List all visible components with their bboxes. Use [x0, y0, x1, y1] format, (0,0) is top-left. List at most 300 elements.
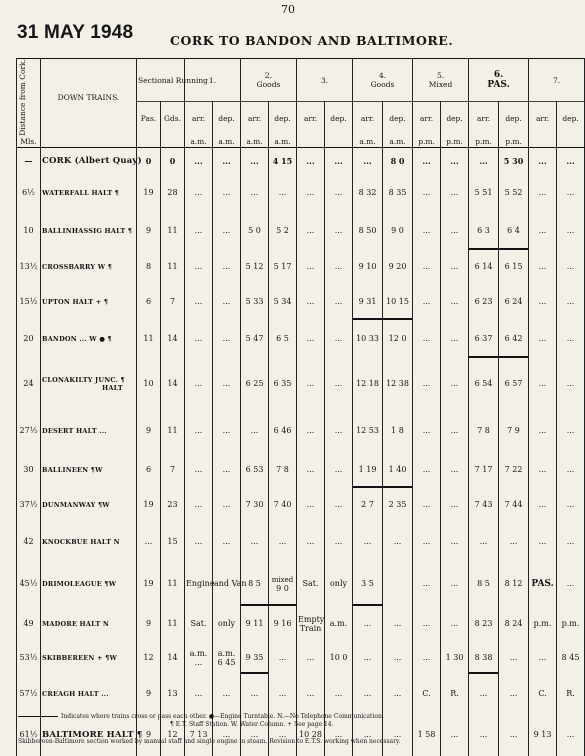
row-time: ...: [529, 320, 557, 358]
row-distance: 53½: [17, 642, 41, 674]
row-distance: 13½: [17, 250, 41, 284]
row-running-pas: 12: [137, 642, 161, 674]
header-arr: arr.: [529, 102, 557, 136]
row-time: ...: [353, 674, 383, 714]
row-running-gds: 13: [161, 674, 185, 714]
station-symbols: + ¶: [95, 297, 109, 306]
row-time: ...: [185, 174, 213, 212]
footer-legend-2: ¶ E.T. Staff Station. W. Water Column. + See page 14.: [170, 721, 334, 728]
unit-cell: p.m.: [413, 136, 441, 148]
header-down-trains: DOWN TRAINS.: [41, 59, 137, 136]
header-distance: Distance from Cork.: [17, 59, 41, 136]
row-time: 6 25: [241, 358, 269, 410]
row-time: ...: [185, 358, 213, 410]
station-label: KNOCKBUE HALT: [42, 537, 112, 546]
row-time: ...: [441, 714, 469, 756]
unit-cell: p.m.: [469, 136, 499, 148]
row-time: ...: [185, 212, 213, 250]
row-time: ...: [269, 674, 297, 714]
row-time: ...: [441, 562, 469, 606]
table-row: [17, 562, 585, 606]
row-time: ...: [557, 410, 585, 452]
row-time: ...: [241, 714, 269, 756]
row-time: 9 20: [383, 250, 413, 284]
row-time: 7 40: [269, 488, 297, 522]
row-time: [297, 606, 325, 642]
station-label: SKIBBEREEN: [42, 653, 95, 662]
row-time: ...: [213, 358, 241, 410]
unit-cell: a.m.: [213, 136, 241, 148]
row-time: 1 8: [383, 410, 413, 452]
row-time: Sat.: [297, 562, 325, 606]
row-time: ...: [241, 522, 269, 562]
row-time: ...: [213, 714, 241, 756]
header-dep: dep.: [325, 102, 353, 136]
header-dep: dep.: [557, 102, 585, 136]
row-running-pas: 19: [137, 562, 161, 606]
unit-cell: a.m.: [185, 136, 213, 148]
row-time: 7 43: [469, 488, 499, 522]
row-time: ...: [383, 522, 413, 562]
row-running-gds: 28: [161, 174, 185, 212]
row-distance: —: [17, 148, 41, 174]
row-station-name: [41, 174, 137, 212]
unit-cell: [529, 136, 557, 148]
row-time: ...: [557, 320, 585, 358]
row-time: ...: [499, 714, 529, 756]
row-running-pas: 19: [137, 488, 161, 522]
station-symbols: ¶: [114, 188, 120, 197]
row-time: ...: [557, 358, 585, 410]
row-time: ...: [529, 410, 557, 452]
row-time: ...: [325, 212, 353, 250]
row-time: 8 38: [469, 642, 499, 674]
row-time: ...: [557, 562, 585, 606]
row-time: 10 33: [353, 320, 383, 358]
row-time: 9 31: [353, 284, 383, 320]
row-time: ...: [269, 714, 297, 756]
row-time: 6 3: [469, 212, 499, 250]
row-time: ...: [297, 212, 325, 250]
timetable: [16, 58, 585, 756]
row-time: ...: [441, 606, 469, 642]
row-time: ...: [383, 714, 413, 756]
table-row: [17, 212, 585, 250]
row-time: ...: [353, 148, 383, 174]
row-time: ...: [413, 250, 441, 284]
row-time: ...: [353, 714, 383, 756]
row-running-gds: 11: [161, 250, 185, 284]
station-symbols: ¶W: [104, 579, 117, 588]
unit-cell: a.m.: [241, 136, 269, 148]
row-time: 5 34: [269, 284, 297, 320]
row-time: 8 0: [383, 148, 413, 174]
row-running-pas: 6: [137, 284, 161, 320]
row-time: 6 14: [469, 250, 499, 284]
row-station-name: [41, 488, 137, 522]
station-symbols: ¶: [120, 375, 125, 384]
table-row: [17, 320, 585, 358]
row-time: 8 5: [241, 562, 269, 606]
row-time: ...: [185, 522, 213, 562]
row-time: ...: [269, 174, 297, 212]
row-running-gds: 0: [161, 148, 185, 174]
row-time: ...: [413, 212, 441, 250]
header-train-1: 1.: [185, 59, 241, 102]
row-time: ...: [213, 284, 241, 320]
row-time: ...: [441, 174, 469, 212]
row-station-name: [41, 606, 137, 642]
footer-note: Skibbereen-Baltimore section worked by manual staff and single engine in steam. Revision to E.T.S. working when necessary.: [18, 738, 401, 745]
row-time: ...: [413, 488, 441, 522]
row-station-name: [41, 714, 143, 756]
row-running-pas: 11: [137, 320, 161, 358]
station-symbols: W ¶: [97, 262, 113, 271]
row-running-pas: 0: [137, 148, 161, 174]
row-running-gds: 11: [161, 410, 185, 452]
row-time: Sat.: [185, 606, 213, 642]
row-time: ...: [441, 212, 469, 250]
header-train-2: 2. Goods: [241, 59, 297, 102]
row-time: 7 17: [469, 452, 499, 488]
row-running-gds: 14: [161, 320, 185, 358]
row-time: ...: [241, 674, 269, 714]
row-distance: 15½: [17, 284, 41, 320]
row-time: 7 8: [469, 410, 499, 452]
date-stamp: 31 MAY 1948: [17, 22, 134, 43]
station-symbols: ¶: [136, 729, 143, 740]
row-time: 7 13: [185, 714, 213, 756]
row-time: ...: [441, 148, 469, 174]
row-time: ...: [557, 452, 585, 488]
header-dep: dep.: [213, 102, 241, 136]
row-time: ...: [383, 642, 413, 674]
row-time: 8 45: [557, 642, 585, 674]
row-time: ...: [185, 452, 213, 488]
row-running-pas: 9: [137, 606, 161, 642]
row-time: ...: [185, 488, 213, 522]
row-time: 8 12: [499, 562, 529, 606]
row-time: 6 53: [241, 452, 269, 488]
station-symbols: ...: [101, 689, 109, 698]
row-station-name: [41, 642, 137, 674]
row-time: 8 35: [383, 174, 413, 212]
row-station-name: [41, 562, 137, 606]
header-dep: dep.: [499, 102, 529, 136]
header-arr: arr.: [353, 102, 383, 136]
row-time: ...: [529, 174, 557, 212]
row-time: ...: [353, 642, 383, 674]
row-time: ...: [469, 522, 499, 562]
row-time: 12 53: [353, 410, 383, 452]
row-time: ...: [529, 148, 557, 174]
row-time: ...: [213, 410, 241, 452]
row-time: 6 24: [499, 284, 529, 320]
row-running-gds: 7: [161, 284, 185, 320]
header-train-6: 6. PAS.: [469, 59, 529, 102]
row-time: 6 5: [269, 320, 297, 358]
row-distance: 20: [17, 320, 41, 358]
row-time: ...: [529, 522, 557, 562]
row-time: 1 40: [383, 452, 413, 488]
row-time: 7 22: [499, 452, 529, 488]
route-title: CORK TO BANDON AND BALTIMORE.: [170, 33, 454, 48]
header-arr: arr.: [241, 102, 269, 136]
station-label: UPTON HALT: [42, 297, 94, 306]
row-time: ...: [297, 148, 325, 174]
row-time: ...: [325, 714, 353, 756]
row-time: ...: [469, 714, 499, 756]
header-pas: Pas.: [137, 102, 161, 136]
station-label: MADORE HALT: [42, 619, 101, 628]
row-time: ...: [383, 606, 413, 642]
header-train-4: 4. Goods: [353, 59, 413, 102]
page-number: 70: [281, 3, 295, 16]
row-time: ...: [413, 320, 441, 358]
row-time: ...: [529, 452, 557, 488]
row-time: ...: [325, 320, 353, 358]
station-sub-label: HALT: [102, 383, 123, 392]
row-time: 1 30: [441, 642, 469, 674]
unit-blank: [41, 136, 137, 148]
row-time: ...: [441, 452, 469, 488]
row-time: ...: [557, 212, 585, 250]
header-dep: dep.: [441, 102, 469, 136]
row-time: ...: [441, 284, 469, 320]
row-time: ...: [529, 488, 557, 522]
row-time: ...: [499, 642, 529, 674]
note-train: Train: [299, 623, 322, 633]
row-time: ...: [241, 410, 269, 452]
row-time: 6 46: [269, 410, 297, 452]
unit-cell: p.m.: [441, 136, 469, 148]
unit-cell: a.m.: [353, 136, 383, 148]
station-label: CLONAKILTY JUNC.: [42, 375, 119, 384]
row-time: 10 15: [383, 284, 413, 320]
row-time: ...: [297, 522, 325, 562]
row-time: ...: [529, 250, 557, 284]
row-station-name: [41, 320, 137, 358]
row-time: C.: [413, 674, 441, 714]
row-time: ...: [413, 284, 441, 320]
row-time: ...: [413, 174, 441, 212]
row-running-pas: 9: [137, 714, 161, 756]
note-am: a.m.: [217, 648, 236, 658]
station-symbols: ¶: [127, 226, 133, 235]
unit-blank: [161, 136, 185, 148]
unit-cell: [557, 136, 585, 148]
station-symbols: ¶W: [97, 500, 110, 509]
header-train-5: 5. Mixed: [413, 59, 469, 102]
station-label: WATERFALL HALT: [42, 188, 113, 197]
station-label: DUNMANWAY: [42, 500, 96, 509]
row-time: ...: [185, 284, 213, 320]
row-time: 8 32: [353, 174, 383, 212]
table-row: [17, 606, 585, 642]
station-label: CREAGH HALT: [42, 689, 99, 698]
table-row: [17, 358, 585, 410]
unit-mls: Mls.: [17, 136, 41, 148]
row-time: 7 9: [499, 410, 529, 452]
row-time-value: 6 45: [217, 657, 236, 667]
row-time: ...: [557, 488, 585, 522]
row-time: ...: [297, 284, 325, 320]
row-time: ...: [441, 358, 469, 410]
row-time: p.m.: [529, 606, 557, 642]
row-time: ...: [185, 320, 213, 358]
row-time: 8 5: [469, 562, 499, 606]
row-running-gds: 11: [161, 606, 185, 642]
row-time: ...: [499, 674, 529, 714]
row-time: 8 24: [499, 606, 529, 642]
row-time: ...: [213, 148, 241, 174]
row-running-gds: 15: [161, 522, 185, 562]
row-time: 6 37: [469, 320, 499, 358]
station-symbols: ¶W: [90, 465, 103, 474]
row-station-name: [41, 284, 137, 320]
table-row: [17, 522, 585, 562]
row-time: ...: [413, 358, 441, 410]
row-time: [185, 642, 213, 674]
row-time: ...: [213, 212, 241, 250]
row-time: ...: [325, 522, 353, 562]
row-time: ...: [557, 284, 585, 320]
row-time: 5 2: [269, 212, 297, 250]
row-distance: 37½: [17, 488, 41, 522]
row-running-pas: 19: [137, 174, 161, 212]
row-time: ...: [213, 250, 241, 284]
header-sectional-running: Sectional Running: [137, 59, 185, 102]
row-time: 8 23: [469, 606, 499, 642]
row-time: ...: [241, 148, 269, 174]
station-label: DESERT HALT: [42, 426, 97, 435]
row-time: ...: [213, 488, 241, 522]
row-time: 12 0: [383, 320, 413, 358]
row-time-value: 9 0: [276, 583, 289, 593]
table-row: [17, 148, 585, 174]
row-time: 1 19: [353, 452, 383, 488]
row-time: 9 16: [269, 606, 297, 642]
row-time: 6 54: [469, 358, 499, 410]
row-time: ...: [413, 522, 441, 562]
row-time: [325, 606, 353, 642]
note-empty: Empty: [298, 614, 325, 624]
row-time: 2 7: [353, 488, 383, 522]
row-time: ...: [383, 674, 413, 714]
row-time: 5 51: [469, 174, 499, 212]
note-engine-van: and Van: [214, 579, 247, 589]
row-running-pas: 8: [137, 250, 161, 284]
row-time: ...: [185, 410, 213, 452]
row-time: 6 42: [499, 320, 529, 358]
row-time: ...: [297, 674, 325, 714]
row-time: 6 35: [269, 358, 297, 410]
row-time: 9 13: [529, 714, 557, 756]
note-pas-7: PAS.: [531, 578, 554, 589]
row-running-pas: ...: [137, 522, 161, 562]
header-arr: arr.: [413, 102, 441, 136]
header-arr: arr.: [185, 102, 213, 136]
row-station-name: [41, 522, 137, 562]
row-time: ...: [325, 174, 353, 212]
row-time: ...: [441, 522, 469, 562]
row-time: ...: [325, 488, 353, 522]
row-time: ...: [297, 174, 325, 212]
row-time: ...: [441, 488, 469, 522]
row-time: ...: [529, 358, 557, 410]
row-time: ...: [269, 642, 297, 674]
row-time: ...: [413, 562, 441, 606]
row-time: ...: [499, 522, 529, 562]
row-time: ...: [413, 452, 441, 488]
row-time: ...: [213, 522, 241, 562]
row-time: 5 0: [241, 212, 269, 250]
row-time: [529, 562, 557, 606]
header-train-3: 3.: [297, 59, 353, 102]
row-time: [213, 562, 247, 606]
row-time: ...: [529, 642, 557, 674]
row-time: ...: [441, 410, 469, 452]
unit-cell: a.m.: [383, 136, 413, 148]
row-running-gds: 14: [161, 642, 185, 674]
row-time: ...: [557, 148, 585, 174]
header-dep: dep.: [383, 102, 413, 136]
row-time: p.m.: [557, 606, 585, 642]
row-time: 10 0: [325, 642, 353, 674]
row-time: only: [213, 606, 241, 642]
row-time: ...: [297, 320, 325, 358]
row-time: ...: [297, 410, 325, 452]
row-distance: 61½: [17, 714, 41, 756]
row-time: ...: [413, 606, 441, 642]
station-label: BANDON ...: [42, 334, 87, 343]
row-station-name: [41, 358, 137, 410]
row-station-name: [41, 148, 142, 174]
station-label: BALLINEEN: [42, 465, 89, 474]
row-time: ...: [557, 174, 585, 212]
footer-legend: Indicates where trains cross or pass each other. ●—Engine Turntable. N.—No Telephone Communication.: [18, 713, 384, 720]
station-label: DRIMOLEAGUE: [42, 579, 102, 588]
row-time: ...: [325, 410, 353, 452]
table-row: [17, 488, 585, 522]
row-time: 9 11: [241, 606, 269, 642]
row-running-pas: 9: [137, 410, 161, 452]
row-time: C.: [529, 674, 557, 714]
table-row: [17, 250, 585, 284]
station-label: BALLINHASSIG HALT: [42, 226, 126, 235]
row-time: ...: [325, 358, 353, 410]
row-distance: 42: [17, 522, 41, 562]
row-running-gds: 14: [161, 358, 185, 410]
row-time: [213, 642, 241, 674]
row-time: 5 47: [241, 320, 269, 358]
row-time: ...: [557, 250, 585, 284]
row-time: 12 38: [383, 358, 413, 410]
row-time: ...: [557, 522, 585, 562]
station-symbols: + ¶W: [97, 653, 117, 662]
row-time: Engine: [185, 562, 213, 606]
row-time: 9 35: [241, 642, 269, 674]
station-symbols: W ● ¶: [89, 334, 112, 343]
header-train-7: 7.: [529, 59, 585, 102]
row-time: ...: [413, 148, 441, 174]
row-time: 7 44: [499, 488, 529, 522]
row-time: 6 57: [499, 358, 529, 410]
row-time: ...: [297, 642, 325, 674]
table-row: [17, 674, 585, 714]
row-running-pas: 9: [137, 212, 161, 250]
unit-cell: [325, 136, 353, 148]
